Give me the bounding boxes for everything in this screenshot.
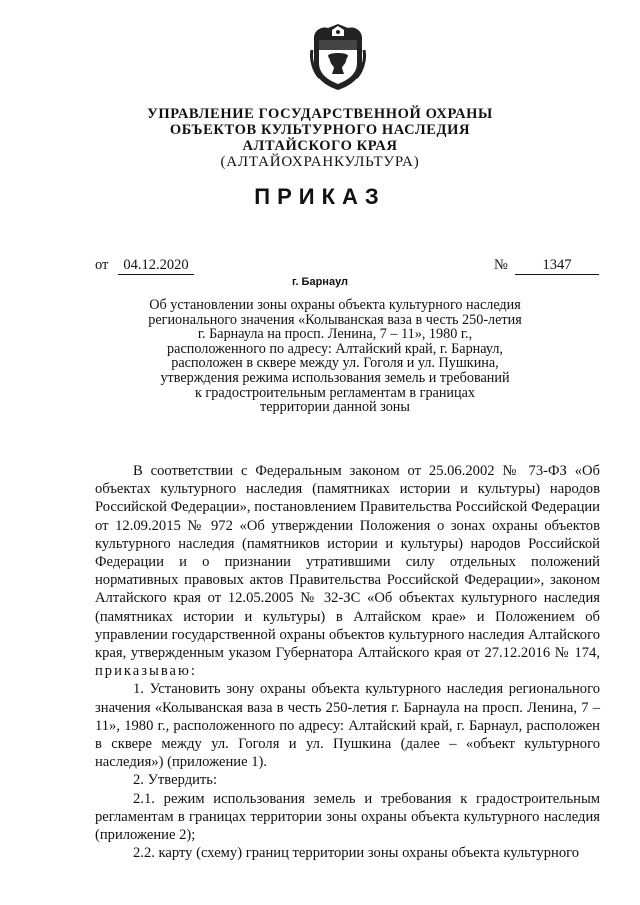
preamble-text: В соответствии с Федеральным законом от 25.06.2002 № 73-ФЗ «Об объектах культурного наследия (памятниках истории и культуры) народов Российской Федерации», постановлением Правительства Российской Федерации от 12.09.2015 № 972 «Об утверждении Положения о зонах охраны объектов культурного наследия (памятников истории и культуры) народов Российской Федерации и о признании утратившими силу отдельных положений нормативных правовых актов Правительства Российской Федерации», законом Алтайского края от 12.05.2005 № 32-ЗС «Об объектах культурного наследия (памятниках истории и культуры) в Алтайском крае» и Положением об управлении государственной охраны объектов культурного наследия Алтайского края, утвержденным указом Губернатора Алтайского края от 27.12.2016 № 174, [95,463,600,662]
document-title: ПРИКАЗ [254,184,386,209]
item-2-1: 2.1. режим использования земель и требования к градостроительным регламентам в границах территории зоны охраны объекта культурного наследия (приложение 2); [95,790,600,844]
preamble-paragraph [95,462,600,680]
org-name-line-1: УПРАВЛЕНИЕ ГОСУДАРСТВЕННОЙ ОХРАНЫ [147,106,493,122]
org-name-line-3: АЛТАЙСКОГО КРАЯ [242,138,398,154]
subject-line: к градостроительным регламентам в границах [194,384,476,401]
subject-line: территории данной зоны [260,399,410,416]
document-subject [120,298,550,415]
item-1: 1. Установить зону охраны объекта культурного наследия регионального значения «Колыванская ваза в честь 250-летия г. Барнаула на просп. Ленина, 7 – 11», 1980 г., расположенного по адресу: Алтайский край, г. Барнаул, расположен в сквере между ул. Гоголя и ул. Пушкина (далее – «объект культурного наследия») (приложение 1). [95,681,600,771]
item-2-2: 2.2. карту (схему) границ территории зоны охраны объекта культурного [133,845,580,862]
city: г. Барнаул [291,276,349,288]
org-name-line-2: ОБЪЕКТОВ КУЛЬТУРНОГО НАСЛЕДИЯ [169,122,471,138]
item-2: 2. Утвердить: [133,772,218,789]
altai-krai-coat-of-arms-icon [310,20,366,92]
document-date: 04.12.2020 [118,257,194,275]
subject-line: утверждения режима использования земель и требований [160,369,510,386]
subject-line: расположенного по адресу: Алтайский край, г. Барнаул, [167,340,503,357]
subject-line: регионального значения «Колыванская ваза в честь 250-летия [148,311,522,328]
subject-line: Об установлении зоны охраны объекта культурного наследия [149,297,521,313]
subject-line: расположен в сквере между ул. Гоголя и ул. Пушкина, [171,355,499,372]
document-number: 1347 [515,257,599,275]
org-abbreviation: (АЛТАЙОХРАНКУЛЬТУРА) [220,154,420,170]
date-label: от [95,257,109,273]
document-body [95,462,600,862]
subject-line: г. Барнаула на просп. Ленина, 7 – 11», 1980 г., [197,326,473,343]
order-word: приказываю: [95,663,197,680]
number-label: № [494,257,508,273]
